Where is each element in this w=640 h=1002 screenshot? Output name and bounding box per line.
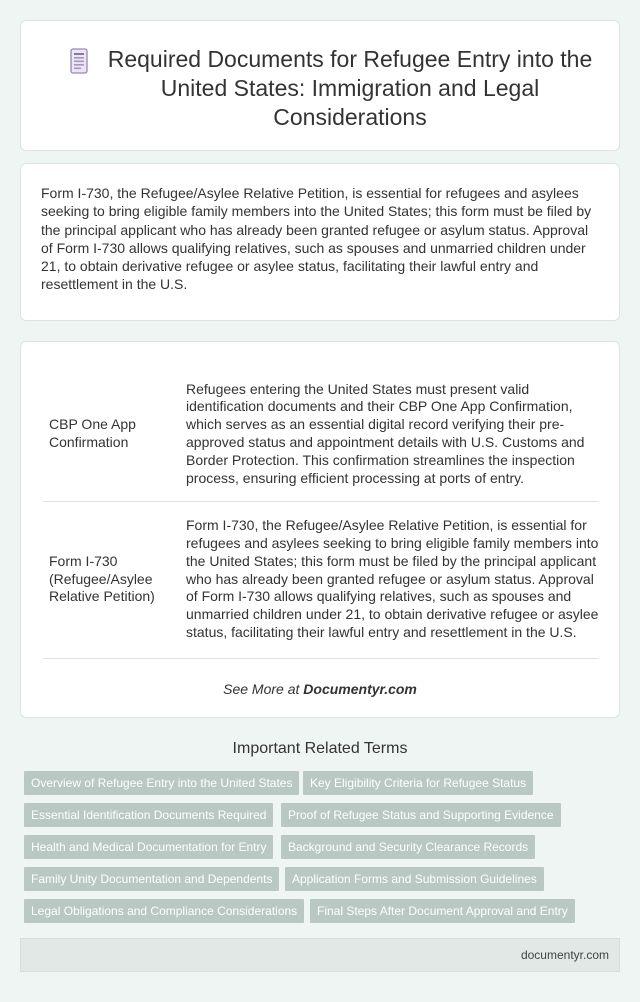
see-more-link[interactable] — [21, 681, 619, 697]
related-term-tag[interactable]: Essential Identification Documents Required — [24, 803, 273, 827]
page-title: Required Documents for Refugee Entry into the United States: Immigration and Legal Considerations — [107, 46, 593, 130]
related-term-tag[interactable]: Family Unity Documentation and Dependents — [24, 867, 279, 891]
related-term-tag[interactable]: Application Forms and Submission Guidelines — [285, 867, 544, 891]
table-row — [43, 501, 599, 658]
see-more-site[interactable]: Documentyr.com — [303, 681, 417, 697]
related-term-tag[interactable]: Key Eligibility Criteria for Refugee Status — [303, 771, 533, 795]
intro-card — [20, 163, 620, 321]
related-term-tag[interactable]: Final Steps After Document Approval and Entry — [310, 899, 575, 923]
documents-table — [43, 368, 599, 659]
related-term-tag[interactable]: Proof of Refugee Status and Supporting Evidence — [281, 803, 561, 827]
see-more-prefix: See More at — [223, 681, 304, 697]
document-icon — [68, 48, 90, 74]
related-term-tag[interactable]: Background and Security Clearance Records — [281, 835, 535, 859]
document-description: Form I-730, the Refugee/Asylee Relative Petition, is essential for refugees and asylees seeking to bring eligible family members into the United States; this form must be filed by the principal applicant who has already been granted refugee or asylum status. Approval of Form I-730 allows qualifying relatives, such as spouses and unmarried children under 21, to obtain derivative refugee or asylee status, facilitating their lawful entry and resettlement in the U.S. — [180, 501, 599, 658]
table-row — [43, 368, 599, 501]
related-term-tag[interactable]: Overview of Refugee Entry into the United States — [24, 771, 299, 795]
footer — [20, 938, 620, 972]
footer-site-link[interactable]: documentyr.com — [520, 948, 609, 962]
document-description: Refugees entering the United States must present valid identification documents and their CBP One App Confirmation, which serves as an essential digital record verifying their pre-approved status and appointment details with U.S. Customs and Border Protection. This confirmation streamlines the inspection process, ensuring efficient processing at ports of entry. — [180, 368, 599, 501]
document-name: Form I-730 (Refugee/Asylee Relative Petition) — [43, 501, 180, 658]
document-name: CBP One App Confirmation — [43, 368, 180, 501]
documents-card — [20, 341, 620, 718]
intro-text: Form I-730, the Refugee/Asylee Relative Petition, is essential for refugees and asylees seeking to bring eligible family members into the United States; this form must be filed by the principal applicant who has already been granted refugee or asylum status. Approval of Form I-730 allows qualifying relatives, such as spouses and unmarried children under 21, to obtain derivative refugee or asylee status, facilitating their lawful entry and resettlement in the U.S. — [41, 185, 592, 293]
related-terms-heading: Important Related Terms — [232, 740, 408, 757]
title-card — [20, 20, 620, 151]
related-term-tag[interactable]: Health and Medical Documentation for Entry — [24, 835, 273, 859]
related-term-tag[interactable]: Legal Obligations and Compliance Considerations — [24, 899, 304, 923]
